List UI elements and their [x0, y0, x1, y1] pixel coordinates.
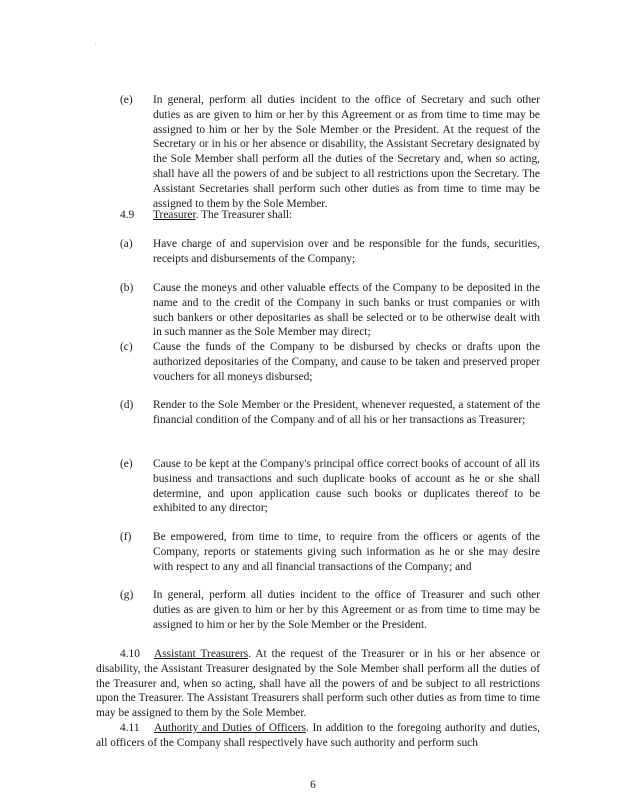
page-number: 6 [310, 779, 316, 791]
item-text: Render to the Sole Member or the President, whenever requested, a statement of the financial condition of the Company and of all his or her transactions as Treasurer; [153, 399, 540, 426]
section-number: 4.9 [120, 209, 135, 221]
item-label: (g) [120, 589, 134, 601]
section-4-11 [96, 721, 540, 751]
section-title: Authority and Duties of Officers [154, 722, 306, 734]
item-text: Have charge of and supervision over and be responsible for the funds, securities, receipts and disbursements of the Company; [153, 238, 540, 265]
treasurer-item-f [120, 530, 540, 574]
section-intro: . The Treasurer shall: [195, 209, 293, 221]
section-title: Assistant Treasurers [154, 648, 249, 660]
secretary-item-e [120, 93, 540, 211]
item-text: Cause the moneys and other valuable effects of the Company to be deposited in the name and to the credit of the Company in such banks or trust companies or with such bankers or other depositaries as shall be selected or to be otherwise dealt with in such manner as the Sole Member may direct; [153, 282, 540, 339]
treasurer-item-e [120, 457, 540, 516]
item-label: (e) [120, 94, 133, 106]
item-label: (e) [120, 458, 133, 470]
item-text: Cause to be kept at the Company's principal office correct books of account of all its business and transactions and such duplicate books of account as he or she shall determine, and upon application cause such books or duplicates thereof to be exhibited to any director; [153, 458, 540, 515]
item-text: Be empowered, from time to time, to require from the officers or agents of the Company, reports or statements giving such information as he or she may desire with respect to any and all financial transactions of the Company; and [153, 531, 540, 573]
section-body: . In addition to the foregoing authority and duties, all officers of the Company shall respectively have such authority and perform such [96, 722, 540, 749]
item-text: Cause the funds of the Company to be disbursed by checks or drafts upon the authorized depositaries of the Company, and cause to be taken and preserved proper vouchers for all moneys disbursed; [153, 341, 540, 383]
treasurer-item-d [120, 398, 540, 428]
item-label: (a) [120, 238, 133, 250]
section-number: 4.10 [120, 648, 140, 660]
item-label: (b) [120, 282, 134, 294]
scan-speck [95, 44, 96, 45]
item-text: In general, perform all duties incident to the office of Treasurer and such other duties as are given to him or her by this Agreement or as from time to time may be assigned to him or her by the Sole Member or the President. [153, 589, 540, 631]
treasurer-item-b [120, 281, 540, 340]
item-label: (c) [120, 341, 133, 353]
section-body: . At the request of the Treasurer or in his or her absence or disability, the Assistant Treasurer designated by the Sole Member shall perform all the duties of the Treasurer and, when so acting, shall have all the powers of and be subject to all restrictions upon the Treasurer. The Assistant Treasurers shall perform such other duties as from time to time may be assigned to them by the Sole Member. [96, 648, 541, 720]
item-label: (f) [120, 531, 132, 543]
treasurer-item-a [120, 237, 540, 267]
item-label: (d) [120, 399, 134, 411]
item-text: In general, perform all duties incident to the office of Secretary and such other duties as are given to him or her by this Agreement or as from time to time may be assigned to him or her by the Sole Member or the President. At the request of the Secretary or in his or her absence or disability, the Assistant Secretary designated by the Sole Member shall perform all the duties of the Secretary and, when so acting, shall have all the powers of and be subject to all restrictions upon the Secretary. The Assistant Secretaries shall perform such other duties as from time to time may be assigned to them by the Sole Member. [153, 94, 540, 210]
section-number: 4.11 [120, 722, 140, 734]
treasurer-item-g [120, 588, 540, 632]
section-title: Treasurer [153, 209, 196, 221]
section-4-10 [96, 647, 540, 721]
treasurer-item-c [120, 340, 540, 384]
section-4-9-heading [120, 208, 540, 223]
